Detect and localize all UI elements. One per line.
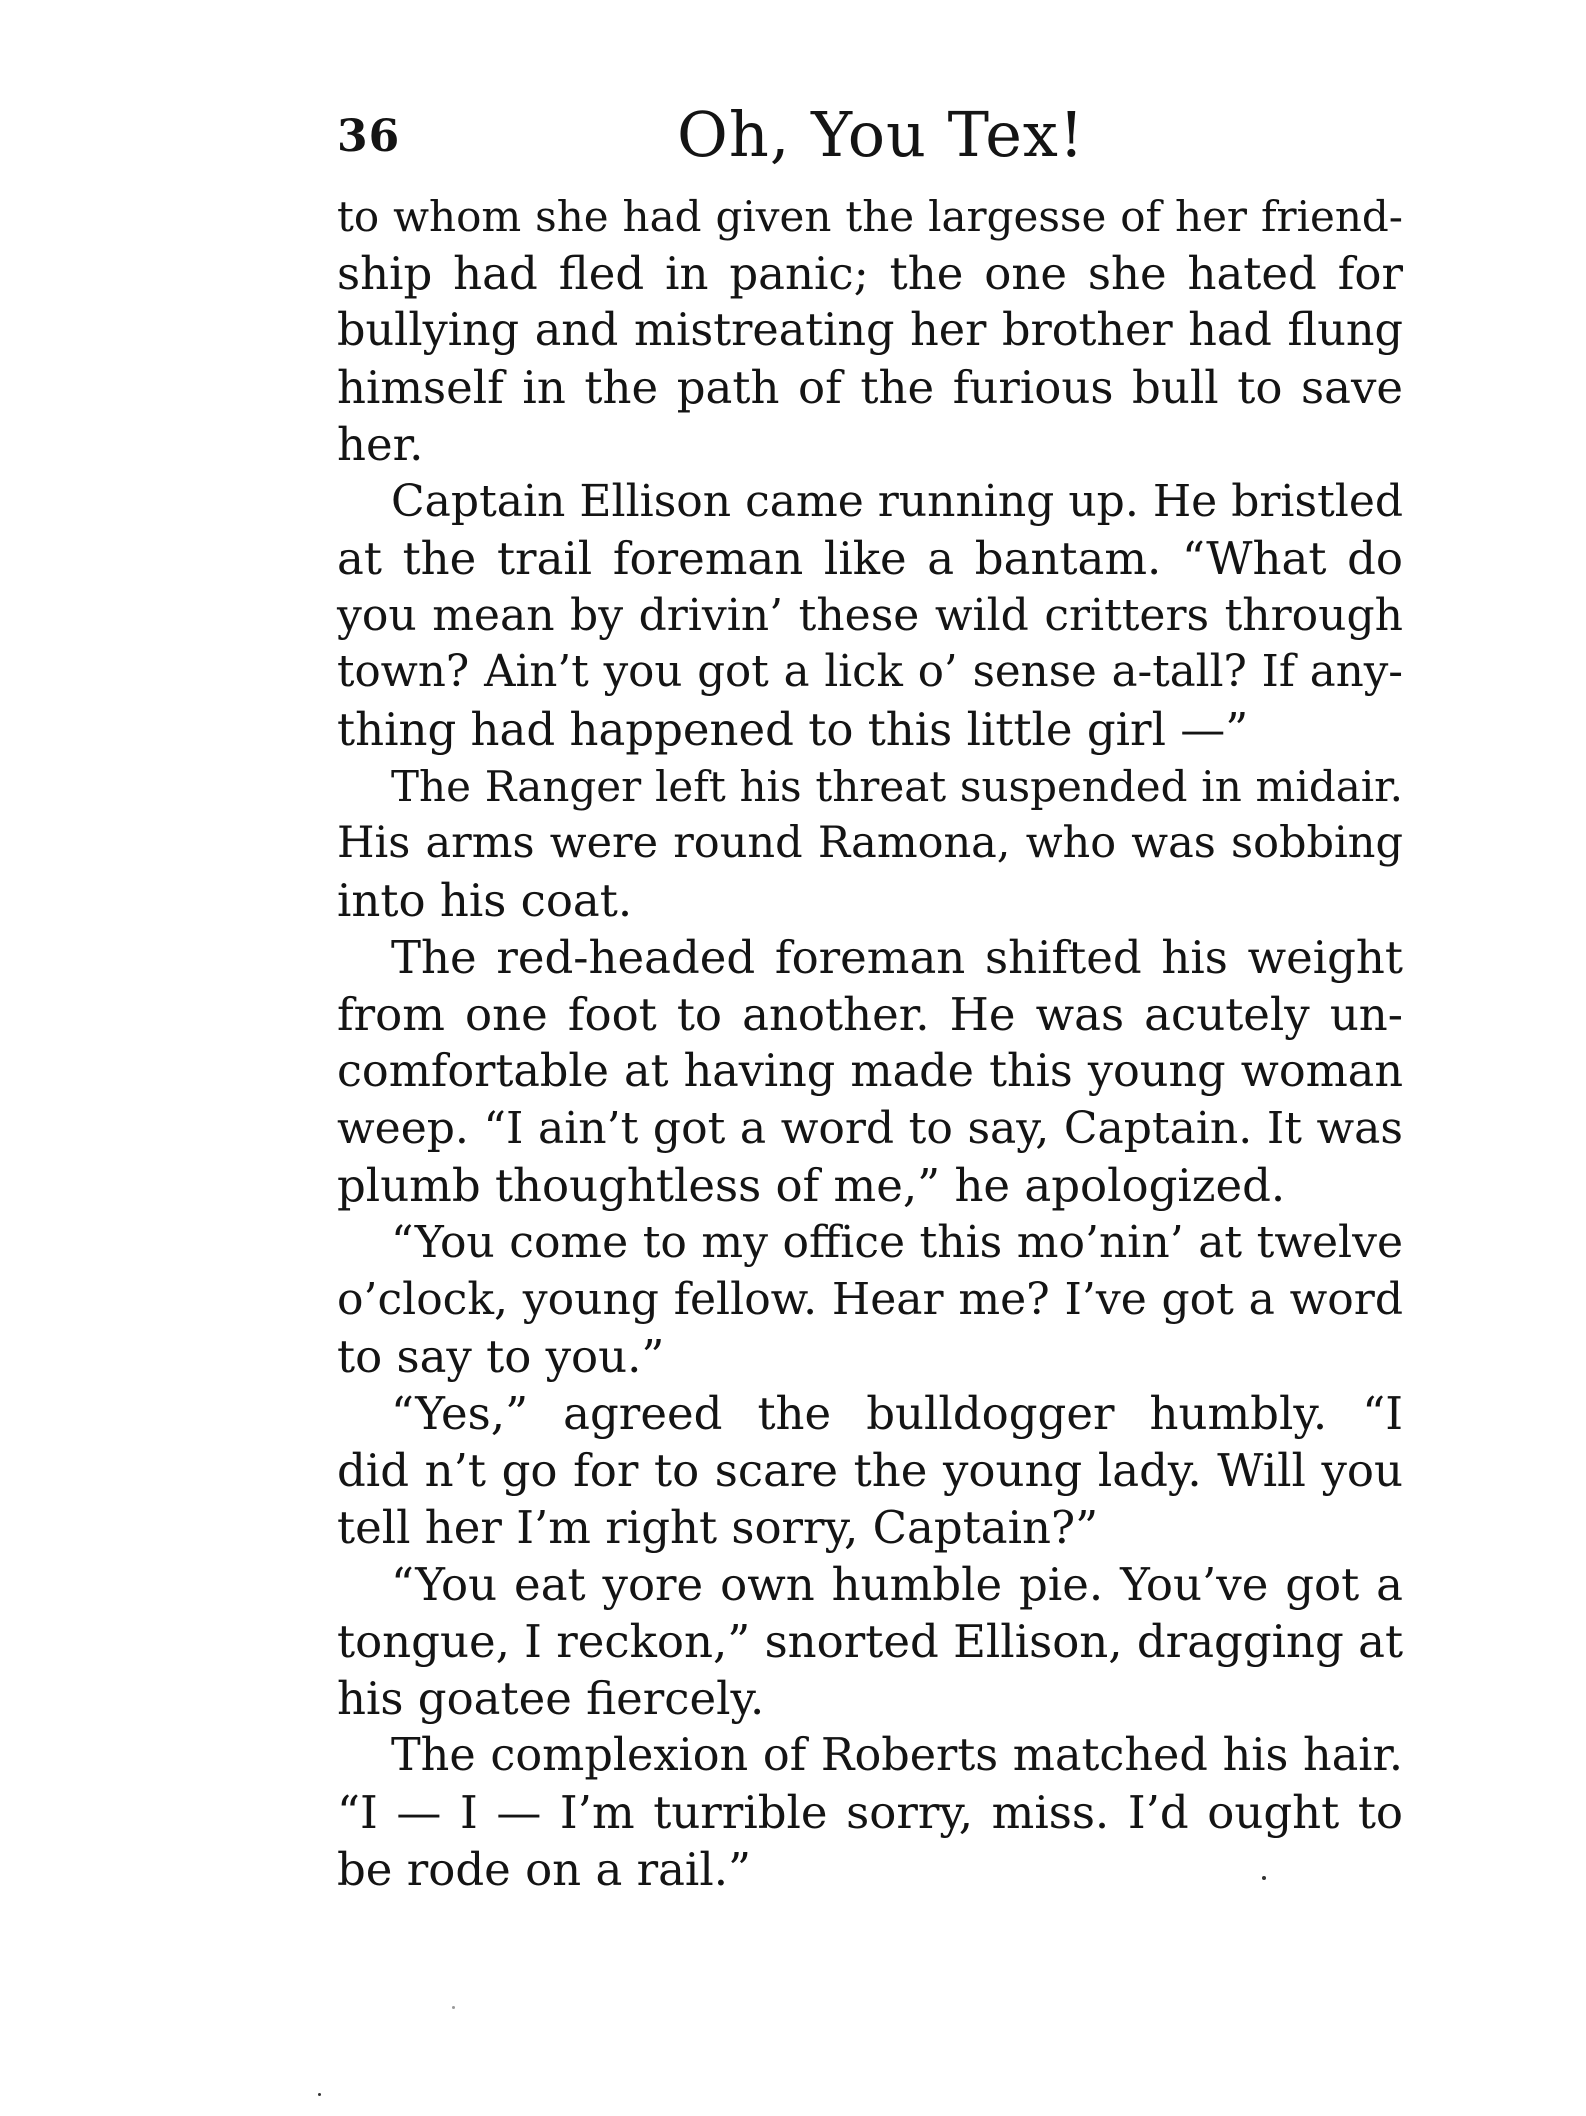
text-line: The red-headed foreman shifted his weight bbox=[391, 931, 1403, 984]
text-line: “You eat yore own humble pie. You’ve got a bbox=[391, 1558, 1403, 1611]
text-line: bullying and mistreating her brother had flung bbox=[337, 305, 1403, 356]
text-line: to say to you.” bbox=[337, 1330, 665, 1383]
text-line: be rode on a rail.” bbox=[337, 1843, 752, 1896]
text-line: did n’t go for to scare the young lady. Will you bbox=[337, 1444, 1403, 1497]
text-line: “You come to my office this mo’nin’ at twelve bbox=[391, 1217, 1403, 1268]
page-header bbox=[337, 95, 1403, 185]
text-line: himself in the path of the furious bull to save bbox=[337, 361, 1403, 414]
text-line: His arms were round Ramona, who was sobbing bbox=[337, 818, 1403, 868]
text-line: o’clock, young fellow. Hear me? I’ve got a word bbox=[337, 1274, 1403, 1325]
text-line: tell her I’m right sorry, Captain?” bbox=[337, 1501, 1099, 1554]
scan-speck bbox=[318, 2093, 321, 2096]
text-line: at the trail foreman like a bantam. “What do bbox=[337, 532, 1403, 585]
text-line: “I — I — I’m turrible sorry, miss. I’d ought to bbox=[337, 1786, 1403, 1839]
text-line: town? Ain’t you got a lick o’ sense a-tall? If any- bbox=[337, 647, 1403, 697]
text-line: Captain Ellison came running up. He bristled bbox=[391, 476, 1404, 527]
text-line: The complexion of Roberts matched his hair. bbox=[391, 1730, 1403, 1781]
text-line: plumb thoughtless of me,” he apologized. bbox=[337, 1159, 1286, 1212]
text-line: to whom she had given the largesse of her friend- bbox=[337, 192, 1403, 241]
body-text bbox=[337, 188, 1403, 1898]
text-line: “Yes,” agreed the bulldogger humbly. “I bbox=[391, 1387, 1403, 1440]
text-line: The Ranger left his threat suspended in midair. bbox=[391, 762, 1403, 811]
text-line: into his coat. bbox=[337, 874, 633, 927]
text-line: weep. “I ain’t got a word to say, Captain. It was bbox=[337, 1103, 1403, 1154]
text-line: comfortable at having made this young woman bbox=[337, 1046, 1403, 1097]
text-line: ship had fled in panic; the one she hated for bbox=[337, 247, 1403, 300]
text-line: her. bbox=[337, 418, 424, 471]
text-line: from one foot to another. He was acutely un- bbox=[337, 988, 1403, 1041]
scan-speck bbox=[1262, 1876, 1266, 1880]
text-line: you mean by drivin’ these wild critters through bbox=[337, 590, 1403, 641]
page-number: 36 bbox=[337, 111, 401, 162]
scan-speck bbox=[452, 2006, 455, 2009]
text-line: tongue, I reckon,” snorted Ellison, dragging at bbox=[337, 1615, 1404, 1668]
text-line: his goatee fiercely. bbox=[337, 1672, 765, 1725]
text-line: thing had happened to this little girl —” bbox=[337, 703, 1249, 756]
running-title: Oh, You Tex! bbox=[677, 98, 1085, 171]
